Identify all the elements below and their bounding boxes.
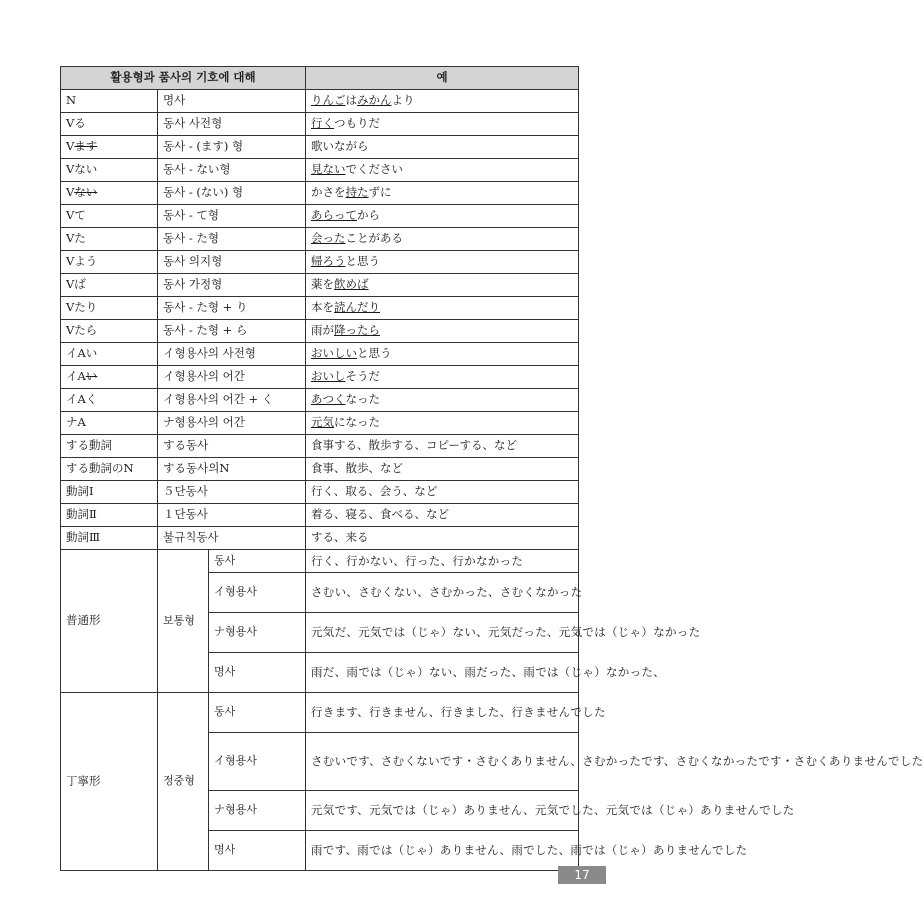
name-cell: イ형용사의 사전형: [158, 343, 306, 366]
pos-cell: ナ형용사: [209, 613, 306, 653]
example-cell: おいしそうだ: [306, 366, 579, 389]
symbol-cell: ナA: [61, 412, 158, 435]
symbol-cell: Vば: [61, 274, 158, 297]
form-cell: 行きます、行きません、行きました、行きませんでした: [306, 693, 579, 733]
table-row: [61, 297, 579, 320]
name-cell: 명사: [158, 90, 306, 113]
pos-cell: ナ형용사: [209, 791, 306, 831]
example-cell: する、来る: [306, 527, 579, 550]
conjugation-table: [60, 66, 923, 871]
group-kor-plain: 보통형: [158, 550, 209, 693]
table-row: [61, 504, 579, 527]
pos-cell: イ형용사: [209, 573, 306, 613]
symbol-cell: Vない: [61, 159, 158, 182]
table-row: [61, 274, 579, 297]
group-row: [61, 550, 579, 573]
table-row: [61, 527, 579, 550]
symbol-cell: Vた: [61, 228, 158, 251]
symbol-cell: 動詞Ⅰ: [61, 481, 158, 504]
symbol-cell: Vます: [61, 136, 158, 159]
pos-cell: 동사: [209, 693, 306, 733]
symbol-cell: する動詞のN: [61, 458, 158, 481]
symbol-cell: Vない: [61, 182, 158, 205]
table-row: [61, 481, 579, 504]
table-row: [61, 458, 579, 481]
form-cell: 行く、行かない、行った、行かなかった: [306, 550, 579, 573]
name-cell: イ형용사의 어간 + く: [158, 389, 306, 412]
example-cell: 食事する、散歩する、コピーする、など: [306, 435, 579, 458]
name-cell: 불규칙동사: [158, 527, 306, 550]
form-cell: 元気だ、元気では（じゃ）ない、元気だった、元気では（じゃ）なかった: [306, 613, 579, 653]
name-cell: 동사 사전형: [158, 113, 306, 136]
name-cell: する동사의N: [158, 458, 306, 481]
header-examples: 예: [306, 67, 579, 90]
name-cell: ５단동사: [158, 481, 306, 504]
table-row: [61, 389, 579, 412]
name-cell: 동사 - て형: [158, 205, 306, 228]
table-row: [61, 228, 579, 251]
table-row: [61, 435, 579, 458]
pos-cell: 동사: [209, 550, 306, 573]
table-row: [61, 320, 579, 343]
group-kor-polite: 정중형: [158, 693, 209, 871]
name-cell: する동사: [158, 435, 306, 458]
name-cell: イ형용사의 어간: [158, 366, 306, 389]
table-row: [61, 412, 579, 435]
symbol-cell: Vたら: [61, 320, 158, 343]
name-cell: 동사 - (ます) 형: [158, 136, 306, 159]
name-cell: ナ형용사의 어간: [158, 412, 306, 435]
form-cell: 雨だ、雨では（じゃ）ない、雨だった、雨では（じゃ）なかった、: [306, 653, 579, 693]
name-cell: 동사 - た형 + ら: [158, 320, 306, 343]
group-row: [61, 693, 579, 733]
table-row: [61, 90, 579, 113]
name-cell: 동사 - (ない) 형: [158, 182, 306, 205]
name-cell: １단동사: [158, 504, 306, 527]
example-cell: 会ったことがある: [306, 228, 579, 251]
symbol-cell: 動詞Ⅲ: [61, 527, 158, 550]
table-row: [61, 366, 579, 389]
page-number: 17: [558, 866, 606, 884]
example-cell: 食事、散歩、など: [306, 458, 579, 481]
example-cell: 本を読んだり: [306, 297, 579, 320]
form-cell: さむいです、さむくないです・さむくありません、さむかったです、さむくなかったです・さむくありませんでした: [306, 733, 579, 791]
example-cell: 元気になった: [306, 412, 579, 435]
symbol-cell: Vて: [61, 205, 158, 228]
example-cell: かさを持たずに: [306, 182, 579, 205]
form-cell: 元気です、元気では（じゃ）ありません、元気でした、元気では（じゃ）ありませんでした: [306, 791, 579, 831]
name-cell: 동사 가정형: [158, 274, 306, 297]
table-row: [61, 251, 579, 274]
table-row: [61, 205, 579, 228]
symbol-cell: イAい: [61, 343, 158, 366]
group-label-polite: 丁寧形: [61, 693, 158, 871]
symbol-cell: する動詞: [61, 435, 158, 458]
example-cell: りんごはみかんより: [306, 90, 579, 113]
table-row: [61, 343, 579, 366]
name-cell: 동사 - た형 + り: [158, 297, 306, 320]
pos-cell: イ형용사: [209, 733, 306, 791]
group-label-plain: 普通形: [61, 550, 158, 693]
table-row: [61, 136, 579, 159]
example-cell: おいしいと思う: [306, 343, 579, 366]
example-cell: 帰ろうと思う: [306, 251, 579, 274]
pos-cell: 명사: [209, 653, 306, 693]
example-cell: あつくなった: [306, 389, 579, 412]
example-cell: 雨が降ったら: [306, 320, 579, 343]
symbol-cell: Vたり: [61, 297, 158, 320]
example-cell: 歌いながら: [306, 136, 579, 159]
header-symbols: 활용형과 품사의 기호에 대해: [61, 67, 306, 90]
form-cell: さむい、さむくない、さむかった、さむくなかった: [306, 573, 579, 613]
symbol-cell: N: [61, 90, 158, 113]
name-cell: 동사 의지형: [158, 251, 306, 274]
example-cell: 行くつもりだ: [306, 113, 579, 136]
symbol-cell: イAく: [61, 389, 158, 412]
form-cell: 雨です、雨では（じゃ）ありません、雨でした、雨では（じゃ）ありませんでした: [306, 831, 579, 871]
symbol-cell: イAい: [61, 366, 158, 389]
symbol-cell: Vる: [61, 113, 158, 136]
name-cell: 동사 - た형: [158, 228, 306, 251]
table-row: [61, 182, 579, 205]
table-row: [61, 113, 579, 136]
name-cell: 동사 - ない형: [158, 159, 306, 182]
symbol-cell: Vよう: [61, 251, 158, 274]
symbol-cell: 動詞Ⅱ: [61, 504, 158, 527]
table-row: [61, 159, 579, 182]
example-cell: 薬を飲めば: [306, 274, 579, 297]
pos-cell: 명사: [209, 831, 306, 871]
example-cell: 行く、取る、会う、など: [306, 481, 579, 504]
example-cell: あらってから: [306, 205, 579, 228]
example-cell: 着る、寝る、食べる、など: [306, 504, 579, 527]
example-cell: 見ないでください: [306, 159, 579, 182]
